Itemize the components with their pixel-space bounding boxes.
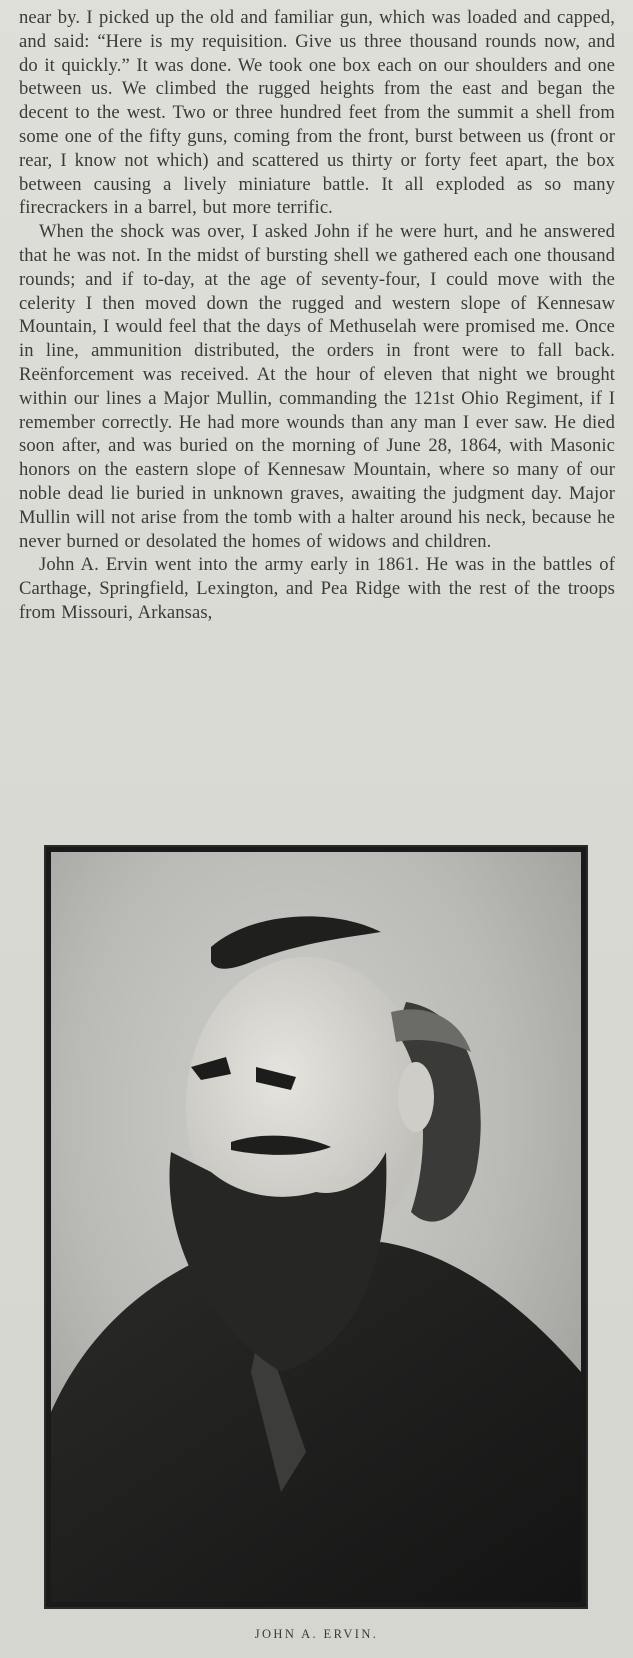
body-text bbox=[19, 6, 615, 625]
portrait-image bbox=[51, 852, 581, 1602]
photo-caption: JOHN A. ERVIN. bbox=[254, 1627, 379, 1641]
portrait-frame bbox=[44, 845, 588, 1609]
portrait-photograph bbox=[51, 852, 581, 1602]
paragraph-1: near by. I picked up the old and familiar gun, which was loaded and capped, and said: “Here is my requisition. Give us three thousand rounds now, and do it quickly.” It was done. We took one box each on our shoulders and one between us. We climbed the rugged heights from the east and began the decent to the west. Two or three hundred feet from the summit a shell from some one of the fifty guns, coming from the front, burst between us (front or rear, I know not which) and scattered us thirty or forty feet apart, the box between causing a lively miniature battle. It all exploded as so many firecrackers in a barrel, but more terrific. bbox=[19, 7, 615, 219]
paragraph-3: John A. Ervin went into the army early in 1861. He was in the battles of Carthage, Springfield, Lexington, and Pea Ridge with the rest of the troops from Missouri, Arkansas, bbox=[19, 554, 615, 623]
paragraph-2: When the shock was over, I asked John if he were hurt, and he answered that he was not. In the midst of bursting shell we gathered each one thousand rounds; and if to-day, at the age of seventy-four, I could move with the celerity I then moved down the rugged and western slope of Kennesaw Mountain, I would feel that the days of Methuselah were promised me. Once in line, ammunition distributed, the orders in front were to fall back. Reënforcement was received. At the hour of eleven that night we brought within our lines a Major Mullin, commanding the 121st Ohio Regiment, if I remember correctly. He had more wounds than any man I ever saw. He died soon after, and was buried on the morning of June 28, 1864, with Masonic honors on the eastern slope of Kennesaw Mountain, where so many of our noble dead lie buried in unknown graves, awaiting the judgment day. Major Mullin will not arise from the tomb with a halter around his neck, because he never burned or desolated the homes of widows and children. bbox=[19, 221, 615, 552]
